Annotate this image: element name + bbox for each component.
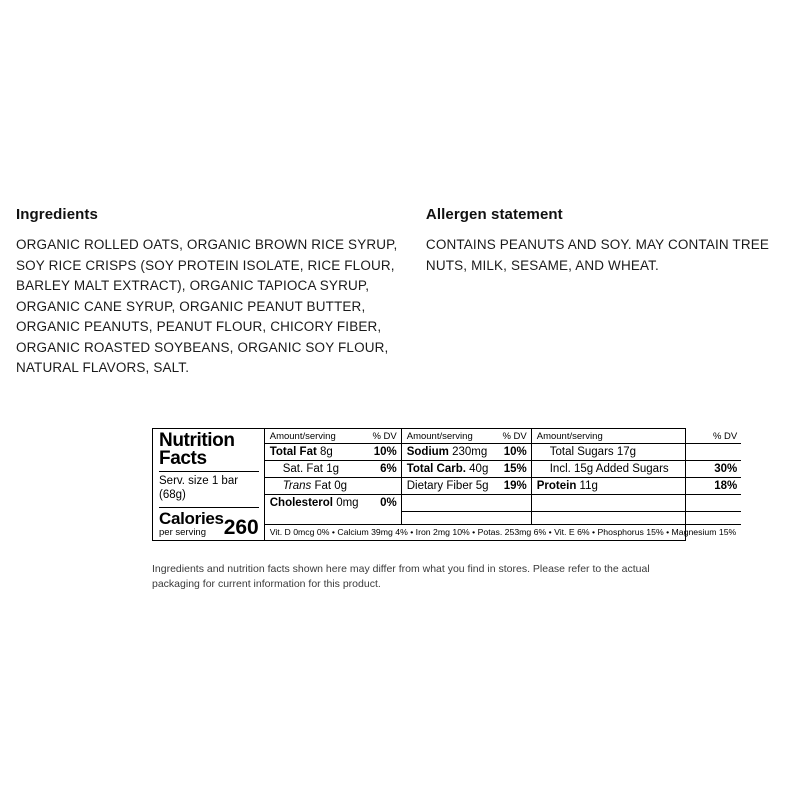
nutrient-row-spacer <box>402 495 531 512</box>
nutrient-column-1 <box>265 429 402 524</box>
allergen-section <box>426 206 784 379</box>
nutrient-row-spacer <box>532 495 742 512</box>
amount-header: Amount/serving <box>406 431 473 442</box>
nutrient-name: Total Sugars 17g <box>549 446 637 458</box>
nutrient-name: Cholesterol 0mg <box>269 497 359 509</box>
nutrient-dv: 0% <box>380 497 397 509</box>
disclaimer-text: Ingredients and nutrition facts shown here may differ from what you find in stores. Please refer to the actual packaging for current information for this product. <box>152 562 650 590</box>
calories-label: Calories <box>159 509 224 528</box>
nutrient-dv: 30% <box>714 463 738 475</box>
ingredients-section <box>16 206 404 379</box>
nutrient-rows-1 <box>265 444 401 511</box>
nutrition-facts-panel <box>152 428 738 541</box>
nutrient-row <box>532 444 742 461</box>
nutrient-row <box>265 478 401 495</box>
nutrient-rows-3 <box>532 444 742 512</box>
nutrient-row <box>402 444 531 461</box>
nutrition-facts-details <box>265 429 742 540</box>
nutrient-dv: 18% <box>714 480 738 492</box>
amount-header: Amount/serving <box>269 431 336 442</box>
nutrient-name: Total Carb. 40g <box>406 463 489 475</box>
nutrient-dv: 10% <box>373 446 397 458</box>
nutrient-row <box>532 461 742 478</box>
nutrient-dv: 19% <box>503 480 527 492</box>
nutrient-name: Protein 11g <box>536 480 598 492</box>
nutrition-facts-title <box>159 432 259 468</box>
nutrition-facts-title-line1: Nutrition <box>159 430 235 451</box>
nutrient-column-3 <box>532 429 742 524</box>
nutrient-columns <box>265 429 742 524</box>
nutrient-name: Total Fat 8g <box>269 446 333 458</box>
nutrient-column-2 <box>402 429 532 524</box>
dv-header: % DV <box>712 431 738 442</box>
nutrient-row <box>265 444 401 461</box>
amount-header: Amount/serving <box>536 431 603 442</box>
column-header <box>265 429 401 444</box>
serving-size: Serv. size 1 bar (68g) <box>159 475 239 501</box>
product-info-columns <box>16 206 784 379</box>
ingredients-text: ORGANIC ROLLED OATS, ORGANIC BROWN RICE SYRUP, SOY RICE CRISPS (SOY PROTEIN ISOLATE, RICE FLOUR, BARLEY MALT EXTRACT), ORGANIC TAPIOCA SYRUP, ORGANIC CANE SYRUP, ORGANIC PEANUT BUTTER, ORGANIC PEANUTS, PEANUT FLOUR, CHICORY FIBER, ORGANIC ROASTED SOYBEANS, ORGANIC SOY FLOUR, NATURAL FLAVORS, SALT. <box>16 237 398 375</box>
nutrient-name: Trans Fat 0g <box>282 480 348 492</box>
column-header <box>402 429 531 444</box>
nutrient-row <box>402 461 531 478</box>
nutrition-facts-title-line2: Facts <box>159 448 207 469</box>
calories-sublabel: per serving <box>159 527 206 538</box>
calories-row <box>159 510 259 538</box>
nutrient-row <box>402 478 531 495</box>
calories-value: 260 <box>223 516 259 539</box>
nutrient-row <box>532 478 742 495</box>
micronutrients-text: Vit. D 0mcg 0% • Calcium 39mg 4% • Iron 2mg 10% • Potas. 253mg 6% • Vit. E 6% • Phosphorus 15% • Magnesium 15% <box>265 524 742 540</box>
divider <box>159 471 259 472</box>
column-header <box>532 429 742 444</box>
calories-label-group <box>159 510 224 538</box>
nutrient-name: Dietary Fiber 5g <box>406 480 489 492</box>
nutrient-rows-2 <box>402 444 531 512</box>
nutrient-name: Incl. 15g Added Sugars <box>549 463 669 475</box>
allergen-heading: Allergen statement <box>425 206 563 223</box>
dv-header: % DV <box>502 431 527 442</box>
nutrient-dv: 10% <box>503 446 527 458</box>
nutrient-name: Sat. Fat 1g <box>282 463 340 475</box>
nutrient-row <box>265 495 401 511</box>
ingredients-heading: Ingredients <box>16 206 98 223</box>
nutrition-facts-summary <box>153 429 265 540</box>
divider <box>159 507 259 508</box>
nutrient-dv: 6% <box>380 463 397 475</box>
nutrient-row <box>265 461 401 478</box>
nutrient-dv: 15% <box>503 463 527 475</box>
nutrient-name: Sodium 230mg <box>406 446 488 458</box>
allergen-text: CONTAINS PEANUTS AND SOY. MAY CONTAIN TREE NUTS, MILK, SESAME, AND WHEAT. <box>425 237 770 273</box>
dv-header: % DV <box>372 431 397 442</box>
